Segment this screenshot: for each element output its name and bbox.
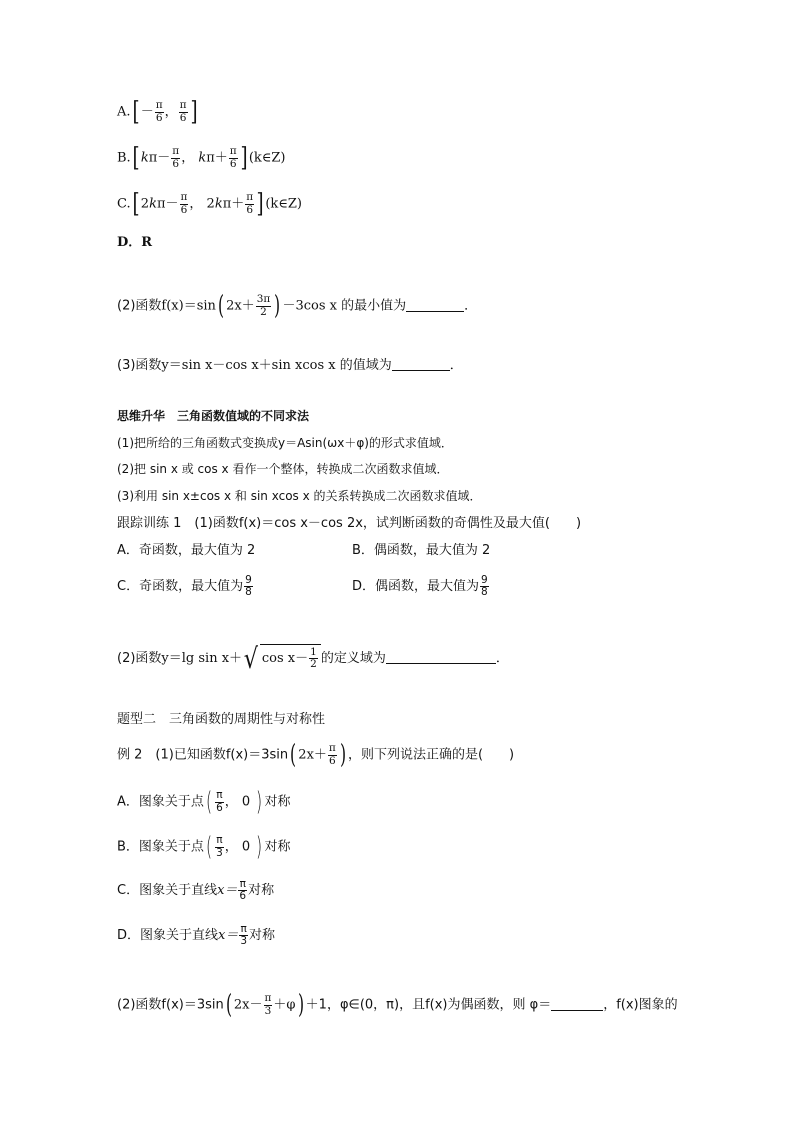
answer-blank[interactable] — [392, 358, 450, 371]
example-option-a: A．图象关于点( $\frac{\pi}{6}$ ， 0 ) 对称 — [117, 787, 291, 817]
answer-blank[interactable] — [386, 651, 496, 664]
example-option-c: C．图象关于直线x＝ $\frac{\pi}{6}$ 对称 — [117, 878, 275, 903]
example-question-2: (2)函数f(x)＝3sin( 2x－ $\frac{\pi}{3}$ ＋φ) ＋1，φ∈(0，π)，且f(x)为偶函数，则 φ＝ ，f(x)图象的 — [117, 990, 678, 1020]
fraction: $\frac{1}{2}$ — [310, 646, 317, 671]
fraction: $\frac{9}{8}$ — [481, 574, 488, 599]
fraction: $\frac{\pi}{3}$ — [216, 834, 223, 859]
example-option-b: B．图象关于点( $\frac{\pi}{3}$ ， 0 ) 对称 — [117, 832, 291, 862]
fraction: $\frac{\pi}{6}$ — [246, 191, 254, 216]
practice-stem: 跟踪训练 1 (1)函数f(x)＝cos x－cos 2x，试判断函数的奇偶性及最大值( ) — [117, 516, 582, 531]
fraction: $\frac{\pi}{6}$ — [155, 99, 163, 124]
practice-option-a: A．奇函数，最大值为 2 — [117, 543, 256, 558]
example-option-d: D．图象关于直线x＝ $\frac{\pi}{3}$ 对称 — [117, 923, 276, 948]
question-2: (2)函数f(x)＝sin( 2x＋ $\frac{3\pi}{2}$ ) －3cos x 的最小值为 ． — [117, 291, 478, 321]
fraction: $\frac{9}{8}$ — [245, 574, 252, 599]
practice-option-b: B．偶函数，最大值为 2 — [352, 543, 491, 558]
option-d: D．R — [117, 235, 153, 250]
fraction: $\frac{3\pi}{2}$ — [256, 293, 271, 318]
answer-blank[interactable] — [551, 998, 603, 1011]
option-a: A.[ － $\frac{\pi}{6}$ ， $\frac{\pi}{6}$ ] — [117, 97, 198, 127]
topic-heading: 题型二 三角函数的周期性与对称性 — [117, 712, 326, 727]
fraction: $\frac{\pi}{6}$ — [216, 789, 223, 814]
fraction: $\frac{\pi}{6}$ — [239, 878, 247, 903]
fraction: $\frac{\pi}{6}$ — [328, 742, 336, 767]
option-c: C.[ 2kπ－ $\frac{\pi}{6}$ ， 2kπ＋ $\frac{\pi}{6}$ ] (k∈Z) — [117, 189, 302, 219]
fraction: $\frac{\pi}{3}$ — [240, 923, 248, 948]
fraction: $\frac{\pi}{3}$ — [264, 992, 272, 1017]
option-b: B.[ kπ－ $\frac{\pi}{6}$ ， kπ＋ $\frac{\pi}{6}$ ] (k∈Z) — [117, 143, 286, 173]
method-heading: 思维升华 三角函数值域的不同求法 — [117, 409, 310, 423]
fraction: $\frac{\pi}{6}$ — [229, 145, 237, 170]
example-2-stem: 例 2 (1)已知函数f(x)＝3sin( 2x＋ $\frac{\pi}{6}$ ) ，则下列说法正确的是( ) — [117, 740, 515, 770]
fraction: $\frac{\pi}{6}$ — [180, 191, 188, 216]
question-3: (3)函数y＝sin x－cos x＋sin xcos x 的值域为 ． — [117, 358, 463, 373]
practice-option-c: C．奇函数，最大值为 $\frac{9}{8}$ — [117, 574, 252, 599]
method-item-1: (1)把所给的三角函数式变换成y＝Asin(ωx＋φ)的形式求值域． — [117, 436, 453, 450]
method-item-2: (2)把 sin x 或 cos x 看作一个整体，转换成二次函数求值域． — [117, 462, 449, 476]
fraction: $\frac{\pi}{6}$ — [179, 99, 187, 124]
practice-question-2: (2)函数y＝lg sin x＋√ cos x－ $\frac{1}{2}$ 的定义域为 ． — [117, 641, 509, 675]
fraction: $\frac{\pi}{6}$ — [172, 145, 180, 170]
method-item-3: (3)利用 sin x±cos x 和 sin xcos x 的关系转换成二次函数求值域． — [117, 489, 482, 503]
practice-option-d: D．偶函数，最大值为 $\frac{9}{8}$ — [352, 574, 488, 599]
answer-blank[interactable] — [406, 299, 464, 312]
sqrt: √ cos x－ $\frac{1}{2}$ — [242, 644, 321, 673]
